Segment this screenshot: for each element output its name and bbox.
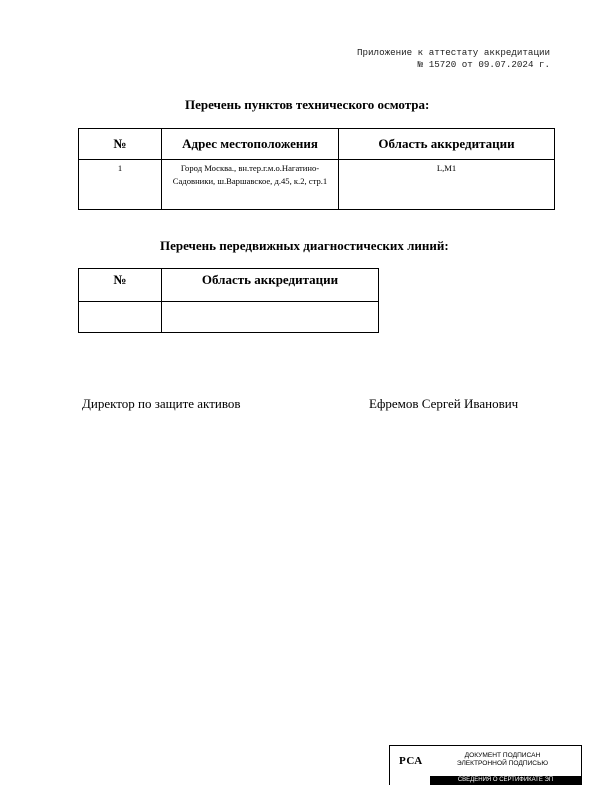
inspection-points-table xyxy=(78,128,555,210)
column-header-scope: Область аккредитации xyxy=(162,269,379,302)
column-header-address: Адрес местоположения xyxy=(162,129,339,160)
column-header-scope: Область аккредитации xyxy=(339,129,555,160)
appendix-header xyxy=(357,47,550,71)
stamp-line-1: ДОКУМЕНТ ПОДПИСАН xyxy=(464,752,541,759)
table-row xyxy=(79,160,555,210)
column-header-number: № xyxy=(79,129,162,160)
row-scope-cell xyxy=(162,302,379,333)
row-scope-cell: L,M1 xyxy=(339,160,555,210)
row-number-cell: 1 xyxy=(79,160,162,210)
table-header-row xyxy=(79,269,379,302)
appendix-line-2: № 15720 от 09.07.2024 г. xyxy=(417,59,550,70)
stamp-line-2: ЭЛЕКТРОННОЙ ПОДПИСЬЮ xyxy=(456,760,549,767)
electronic-signature-stamp[interactable] xyxy=(389,745,582,785)
signatory-name: Ефремов Сергей Иванович xyxy=(369,396,519,411)
certificate-info-bar[interactable]: СВЕДЕНИЯ О СЕРТИФИКАТЕ ЭП xyxy=(430,776,581,785)
table-header-row xyxy=(79,129,555,160)
rsa-logo: РСА xyxy=(399,755,423,767)
table-row xyxy=(79,302,379,333)
mobile-lines-table xyxy=(78,268,379,333)
mobile-lines-title: Перечень передвижных диагностических линий: xyxy=(160,238,449,253)
appendix-line-1: Приложение к аттестату аккредитации xyxy=(357,47,550,58)
column-header-number: № xyxy=(79,269,162,302)
signatory-position: Директор по защите активов xyxy=(82,396,241,411)
row-number-cell xyxy=(79,302,162,333)
inspection-points-title: Перечень пунктов технического осмотра: xyxy=(185,97,430,112)
stamp-caption xyxy=(430,752,575,768)
row-address-cell: Город Москва., вн.тер.г.м.о.Нагатино-Садовники, ш.Варшавское, д.45, к.2, стр.1 xyxy=(162,160,339,210)
